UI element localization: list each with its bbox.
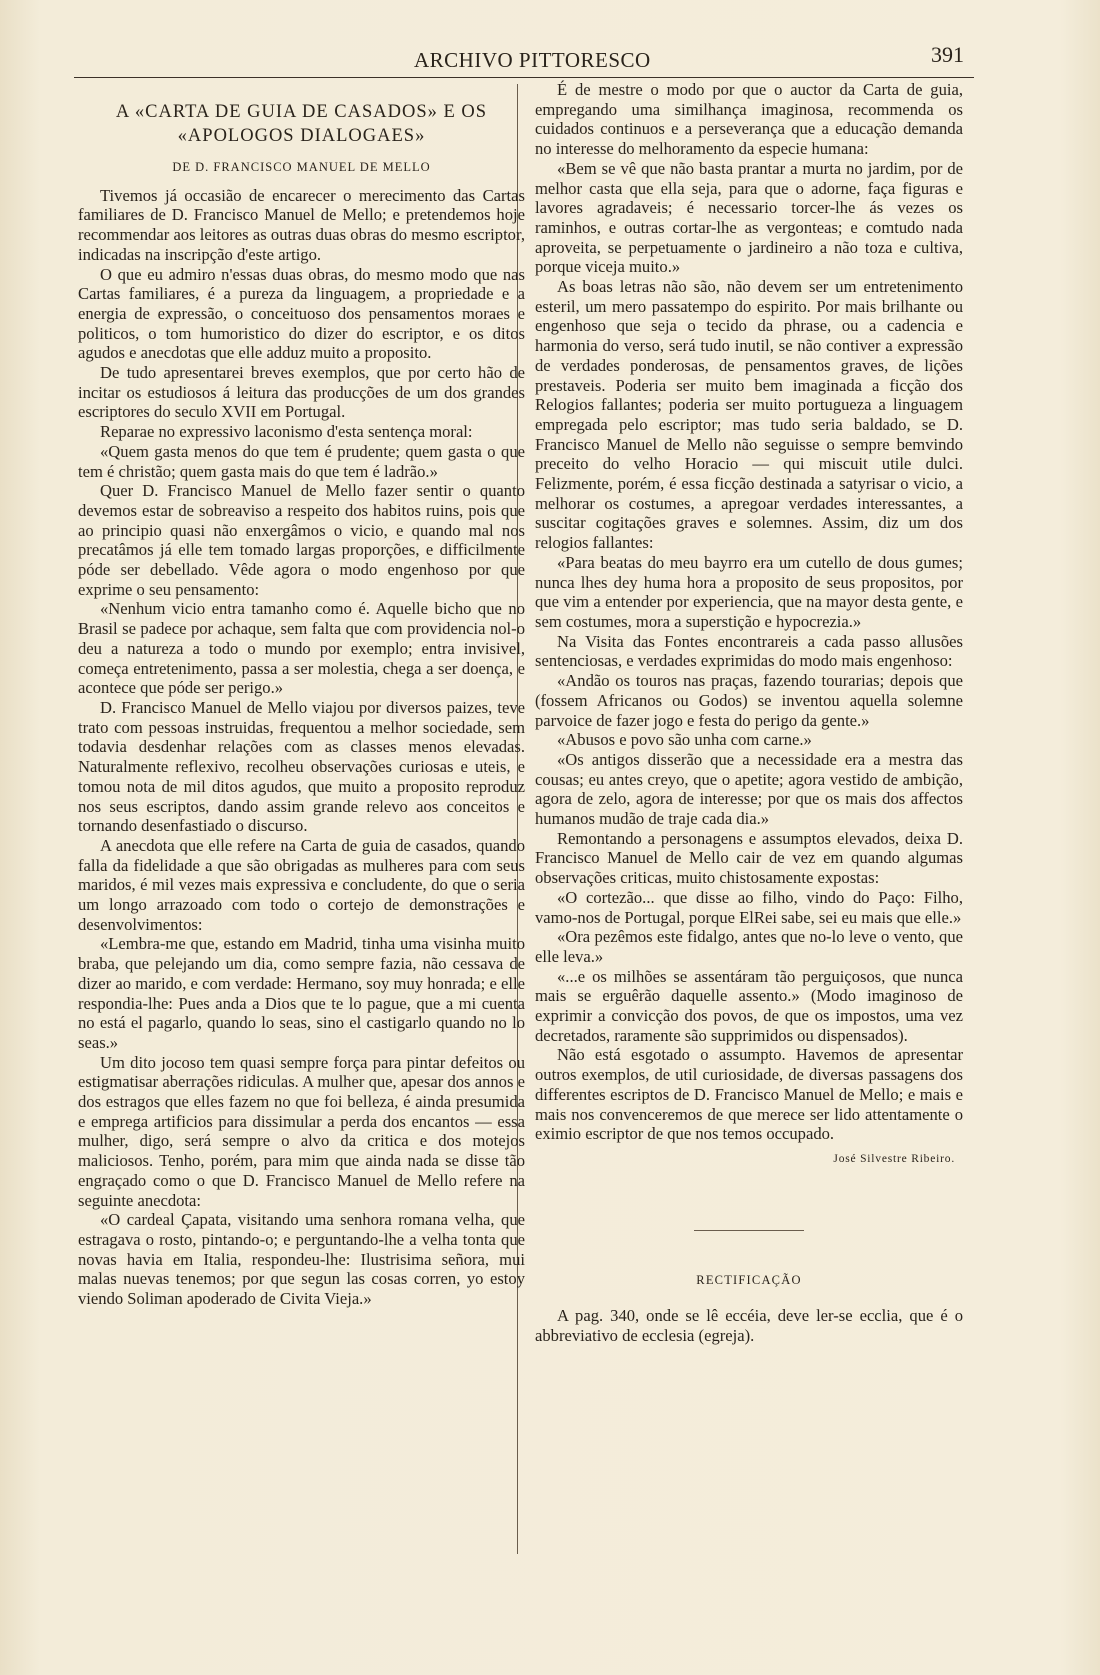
quote-paragraph: «Andão os touros nas praças, fazendo tourarias; depois que (fossem Africanos ou Godos) se inventou aquella solemne parvoice de fazer jogo e festa do perigo da gente.» xyxy=(535,671,963,730)
paragraph: Quer D. Francisco Manuel de Mello fazer sentir o quanto devemos estar de sobreaviso a respeito dos habitos ruins, pois que ao principio quasi não enxergâmos o vicio, e quando mal nos precatâmos já elle tem tomado largas proporções, e difficilmente póde ser debellado. Vêde agora o modo engenhoso por que exprime o seu pensamento: xyxy=(78,481,525,599)
paragraph: Não está esgotado o assumpto. Havemos de apresentar outros exemplos, de util curiosidade, de diversas passagens dos differentes escriptos de D. Francisco Manuel de Mello; e mais e mais nos convenceremos de que merece ser lido attentamente o eximio escriptor de que nos temos occupado. xyxy=(535,1045,963,1144)
paragraph: D. Francisco Manuel de Mello viajou por diversos paizes, teve trato com pessoas instruidas, frequentou a melhor sociedade, sem todavia desdenhar relações com as classes menos elevadas. Naturalmente reflexivo, recolheu observações curiosas e uteis, e tomou nota de mil ditos agudos, que muito a proposito reproduz nos seus escriptos, dando assim grande relevo aos conceitos e tornando desenfastiado o discurso. xyxy=(78,697,525,836)
article-title-line2: «APOLOGOS DIALOGAES» xyxy=(177,126,426,146)
rectificacao-title: RECTIFICAÇÃO xyxy=(696,1272,802,1287)
author-signature: José Silvestre Ribeiro. xyxy=(833,1152,955,1165)
paragraph: Na Visita das Fontes encontrareis a cada passo allusões sentenciosas, e verdades exprimidas do modo mais engenhoso: xyxy=(535,631,963,671)
page-header xyxy=(74,40,974,78)
paragraph: De tudo apresentarei breves exemplos, que por certo hão de incitar os estudiosos á leitura das producções de um dos grandes escriptores do seculo XVII em Portugal. xyxy=(78,363,525,422)
article-title-line1: A «CARTA DE GUIA DE CASADOS» E OS xyxy=(115,102,488,122)
paragraph: A anecdota que elle refere na Carta de guia de casados, quando falla da fidelidade a que são obrigadas as mulheres para com seus maridos, é mil vezes mais expressiva e concludente, do que o seria um longo arrazoado com todo o cortejo de demonstrações e desenvolvimentos: xyxy=(78,835,525,934)
quote-paragraph: «...e os milhões se assentáram tão perguiçosos, que nunca mais se erguêrão daquelle assento.» (Modo imaginoso de exprimir a convicção dos povos, de que os impostos, uma vez decretados, raramente são supprimidos ou dispensados). xyxy=(535,966,963,1045)
paragraph: Remontando a personagens e assumptos elevados, deixa D. Francisco Manuel de Mello cair de vez em quando algumas observações criticas, muito chistosamente expostas: xyxy=(535,828,963,888)
paragraph: O que eu admiro n'essas duas obras, do mesmo modo que nas Cartas familiares, é a pureza da linguagem, a propriedade e a energia de expressão, o conceituoso dos pensamentos moraes e politicos, o tom humoristico do dizer do escriptor, e os ditos agudos e anecdotas que elle adduz muito a proposito. xyxy=(78,264,525,363)
quote-paragraph: «O cardeal Çapata, visitando uma senhora romana velha, que estragava o rosto, pintando-o; e perguntando-lhe a velha tonta que novas havia em Italia, respondeu-lhe: Ilustrisima señora, mui malas nuevas tenemos; por que segun las cosas corren, yo estoy viendo Soliman apoderado de Civita Vieja.» xyxy=(78,1210,525,1309)
quote-paragraph: «Para beatas do meu bayrro era um cutello de dous gumes; nunca lhes dey huma hora a proposito de seus propositos, por que vim a entender por experiencia, que na mayor desta gente, e sem costumes, mora a superstição e hypocrezia.» xyxy=(535,552,963,631)
quote-paragraph: «Ora pezêmos este fidalgo, antes que no-lo leve o vento, que elle leva.» xyxy=(535,927,963,966)
quote-paragraph: «Lembra-me que, estando em Madrid, tinha uma visinha muito braba, que pelejando um dia, como sempre fazia, não cessava de dizer ao marido, e com verdade: Hermano, soy muy honrada; e elle respondia-lhe: Pues anda a Dios que te lo pague, que a mi cuenta no está el pagarlo, quando lo seas, sino el castigarlo quando no lo seas.» xyxy=(78,934,525,1052)
section-rule xyxy=(694,1230,804,1231)
quote-paragraph: «Os antigos disserão que a necessidade era a mestra das cousas; eu antes creyo, que o apetite; agora vestido de ambição, agora de zelo, agora de interesse; por que os mais dos affectos humanos mudão de traje cada dia.» xyxy=(535,749,963,829)
quote-paragraph: «Bem se vê que não basta prantar a murta no jardim, por de melhor casta que ella seja, para que o adorne, faça figuras e lavores agradaveis; é necessario torcer-lhe ás vezes os raminhos, e outras cortar-lhe as vergonteas; e comtudo nada aproveita, se perpetuamente o jardineiro a não toza e cultiva, porque viceja muito.» xyxy=(535,158,963,277)
paragraph: Tivemos já occasião de encarecer o merecimento das Cartas familiares de D. Francisco Manuel de Mello; e pretendemos hoje recommendar aos leitores as outras duas obras do mesmo escriptor, indicadas na inscripção d'este artigo. xyxy=(78,185,525,264)
page-number: 391 xyxy=(931,42,964,67)
paragraph: Reparae no expressivo laconismo d'esta sentença moral: xyxy=(100,422,473,442)
right-column xyxy=(535,80,963,1346)
quote-paragraph: «Quem gasta menos do que tem é prudente; quem gasta o que tem é christão; quem gasta mais do que tem é ladrão.» xyxy=(78,441,525,481)
quote-paragraph: «Nenhum vicio entra tamanho como é. Aquelle bicho que no Brasil se padece por achaque, sem falta que com providencia nol-o deu a natureza a todo o mundo por exemplo; entra invisivel, começa entretenimento, passa a ser molestia, chega a ser doença, e acontece que póde ser perigo.» xyxy=(78,599,525,698)
article-title xyxy=(78,100,525,148)
paragraph: É de mestre o modo por que o auctor da Carta de guia, empregando uma similhança imaginosa, recommenda os cuidados continuos e a perseverança que a educação demanda no interesse do melhoramento da especie humana: xyxy=(535,80,963,159)
publication-title: ARCHIVO PITTORESCO xyxy=(414,48,651,72)
quote-paragraph: «Abusos e povo são unha com carne.» xyxy=(557,730,812,750)
rectificacao-text: A pag. 340, onde se lê eccéia, deve ler-se ecclia, que é o abbreviativo de ecclesia (egreja). xyxy=(535,1306,963,1346)
article-byline: DE D. FRANCISCO MANUEL DE MELLO xyxy=(172,160,431,174)
paragraph: Um dito jocoso tem quasi sempre força para pintar defeitos ou estigmatisar aberrações ridiculas. A mulher que, apesar dos annos e dos estragos que elles fazem no que foi belleza, é ainda presumida e emprega artificios para dissimular a perda dos encantos — essa mulher, digo, será sempre o alvo da critica e dos motejos maliciosos. Tenho, porém, para mim que ainda nada se disse tão engraçado como o que D. Francisco Manuel de Mello refere na seguinte anecdota: xyxy=(78,1052,525,1210)
quote-paragraph: «O cortezão... que disse ao filho, vindo do Paço: Filho, vamo-nos de Portugal, porque ElRei sabe, sei eu mais que elle.» xyxy=(535,887,963,927)
header-rule xyxy=(74,77,974,78)
paragraph: As boas letras não são, não devem ser um entretenimento esteril, um mero passatempo do espirito. Por mais brilhante ou engenhoso que seja o tecido da phrase, ou a cadencia e harmonia do verso, será tudo inutil, se não contiver a expressão de verdades ponderosas, de pensamentos graves, de lições prestaveis. Poderia ser muito bem imaginada a ficção dos Relogios fallantes; poderia ser muito portugueza a linguagem empregada pelo escriptor; mas tudo seria baldado, se D. Francisco Manuel de Mello não seguisse o sempre bemvindo preceito do velho Horacio — qui miscuit utile dulci. Felizmente, porém, é essa ficção destinada a satyrisar o vicio, a melhorar os costumes, a apregoar verdades interessantes, a suscitar cogitações graves e solemnes. Assim, diz um dos relogios fallantes: xyxy=(535,277,963,553)
left-column xyxy=(78,80,525,1309)
